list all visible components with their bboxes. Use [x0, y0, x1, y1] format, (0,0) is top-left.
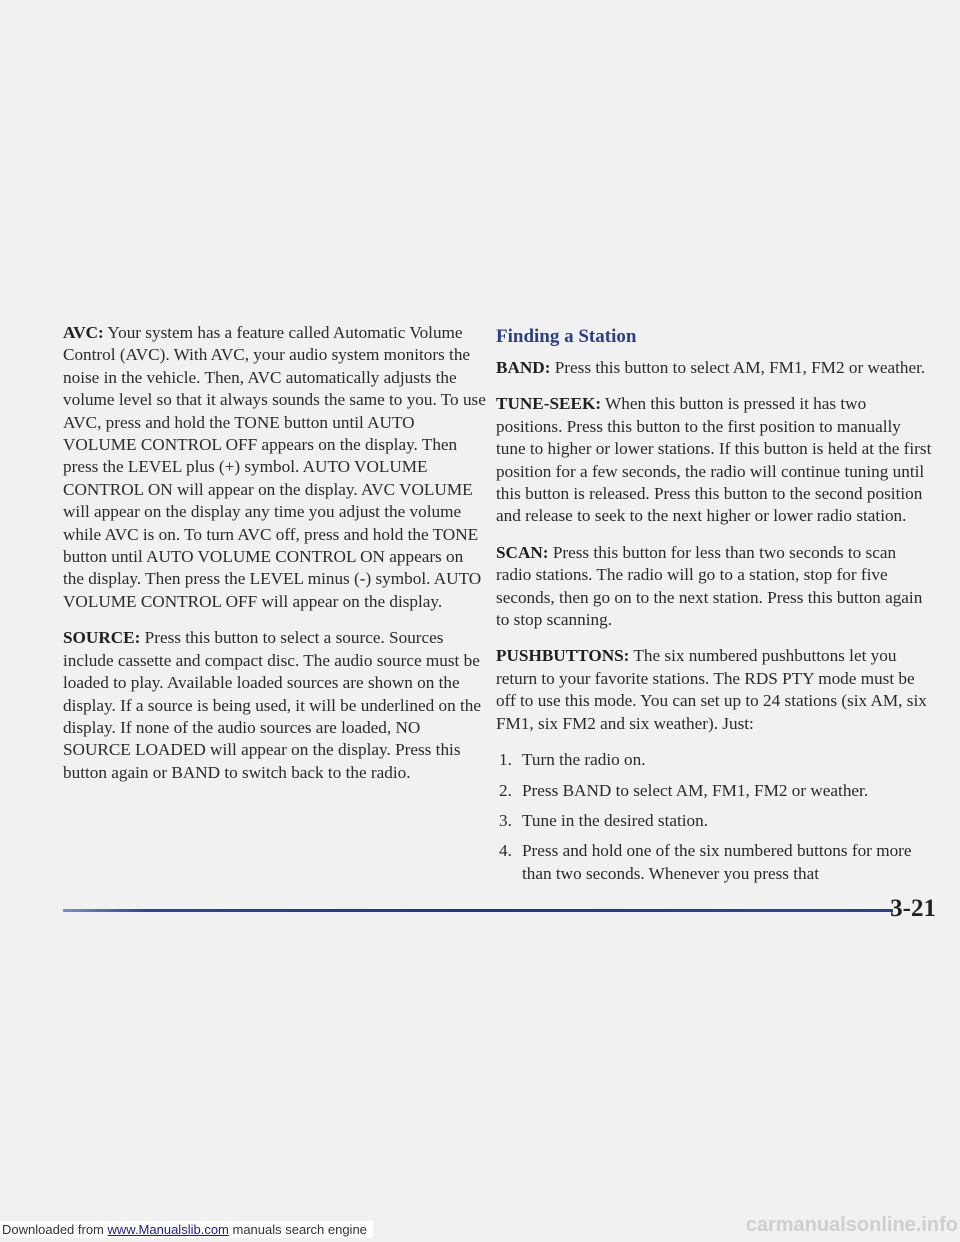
list-item: [496, 749, 934, 771]
pushbuttons-term: PUSHBUTTONS:: [496, 646, 630, 666]
left-column: [63, 322, 488, 798]
source-paragraph: [63, 627, 488, 784]
page-divider: [63, 909, 893, 912]
download-footer: [0, 1221, 373, 1238]
avc-term: AVC:: [63, 323, 104, 342]
pushbuttons-paragraph: [496, 645, 934, 735]
tune-seek-term: TUNE-SEEK:: [496, 394, 602, 414]
step-number: 1.: [499, 750, 512, 770]
band-text: Press this button to select AM, FM1, FM2 or weather.: [550, 358, 926, 377]
avc-text: Your system has a feature called Automatic Volume Control (AVC). With AVC, your audio system monitors the noise in the vehicle. Then, AVC automatically adjusts the volume level so that it always sounds the same to you. To use AVC, press and hold the TONE button until AUTO VOLUME CONTROL OFF appears on the display. Then press the LEVEL plus (+) symbol. AUTO VOLUME CONTROL ON will appear on the display. AVC VOLUME will appear on the display any time you adjust the volume while AVC is on. To turn AVC off, press and hold the TONE button until AUTO VOLUME CONTROL ON appears on the display. Then press the LEVEL minus (-) symbol. AUTO VOLUME CONTROL OFF will appear on the display.: [63, 323, 486, 611]
avc-paragraph: [63, 322, 488, 613]
scan-text: Press this button for less than two seconds to scan radio stations. The radio will go to a station, stop for five seconds, then go on to the next station. Press this button again to stop scanning.: [496, 542, 923, 630]
scan-paragraph: [496, 542, 934, 632]
step-text: Press BAND to select AM, FM1, FM2 or weather.: [522, 780, 869, 800]
list-item: [496, 840, 934, 885]
steps-list: [496, 749, 934, 885]
step-number: 3.: [499, 810, 512, 830]
step-text: Tune in the desired station.: [522, 810, 709, 830]
right-column: [496, 322, 934, 893]
band-paragraph: [496, 357, 934, 379]
footer-suffix: manuals search engine: [228, 1222, 367, 1237]
source-term: SOURCE:: [63, 628, 141, 648]
source-text: Press this button to select a source. Sources include cassette and compact disc. The audio source must be loaded to play. Available loaded sources are shown on the display. If a source is being used, it will be underlined on the display. If none of the audio sources are loaded, NO SOURCE LOADED will appear on the display. Press this button again or BAND to switch back to the radio.: [63, 628, 481, 782]
step-number: 4.: [499, 841, 512, 861]
step-text: Turn the radio on.: [522, 750, 646, 770]
list-item: [496, 810, 934, 832]
section-heading: Finding a Station: [496, 326, 637, 347]
page-number: 3-21: [890, 895, 936, 922]
manualslib-link[interactable]: www.Manualslib.com: [107, 1222, 229, 1237]
list-item: [496, 780, 934, 802]
step-number: 2.: [499, 780, 512, 800]
scan-term: SCAN:: [496, 542, 549, 562]
footer-prefix: Downloaded from: [2, 1222, 108, 1237]
pushbuttons-text: The six numbered pushbuttons let you return to your favorite stations. The RDS PTY mode must be off to use this mode. You can set up to 24 stations (six AM, six FM1, six FM2 and six weather). Just:: [496, 646, 927, 733]
tune-seek-text: When this button is pressed it has two positions. Press this button to the first position to manually tune to higher or lower stations. If this button is held at the first position for a few seconds, the radio will continue tuning until this button is released. Press this button to the second position and release to seek to the next higher or lower radio station.: [496, 394, 932, 526]
step-text: Press and hold one of the six numbered buttons for more than two seconds. Whenever you press that: [522, 841, 912, 883]
tune-seek-paragraph: [496, 393, 934, 527]
watermark: carmanualsonline.info: [745, 1214, 958, 1236]
band-term: BAND:: [496, 358, 551, 377]
